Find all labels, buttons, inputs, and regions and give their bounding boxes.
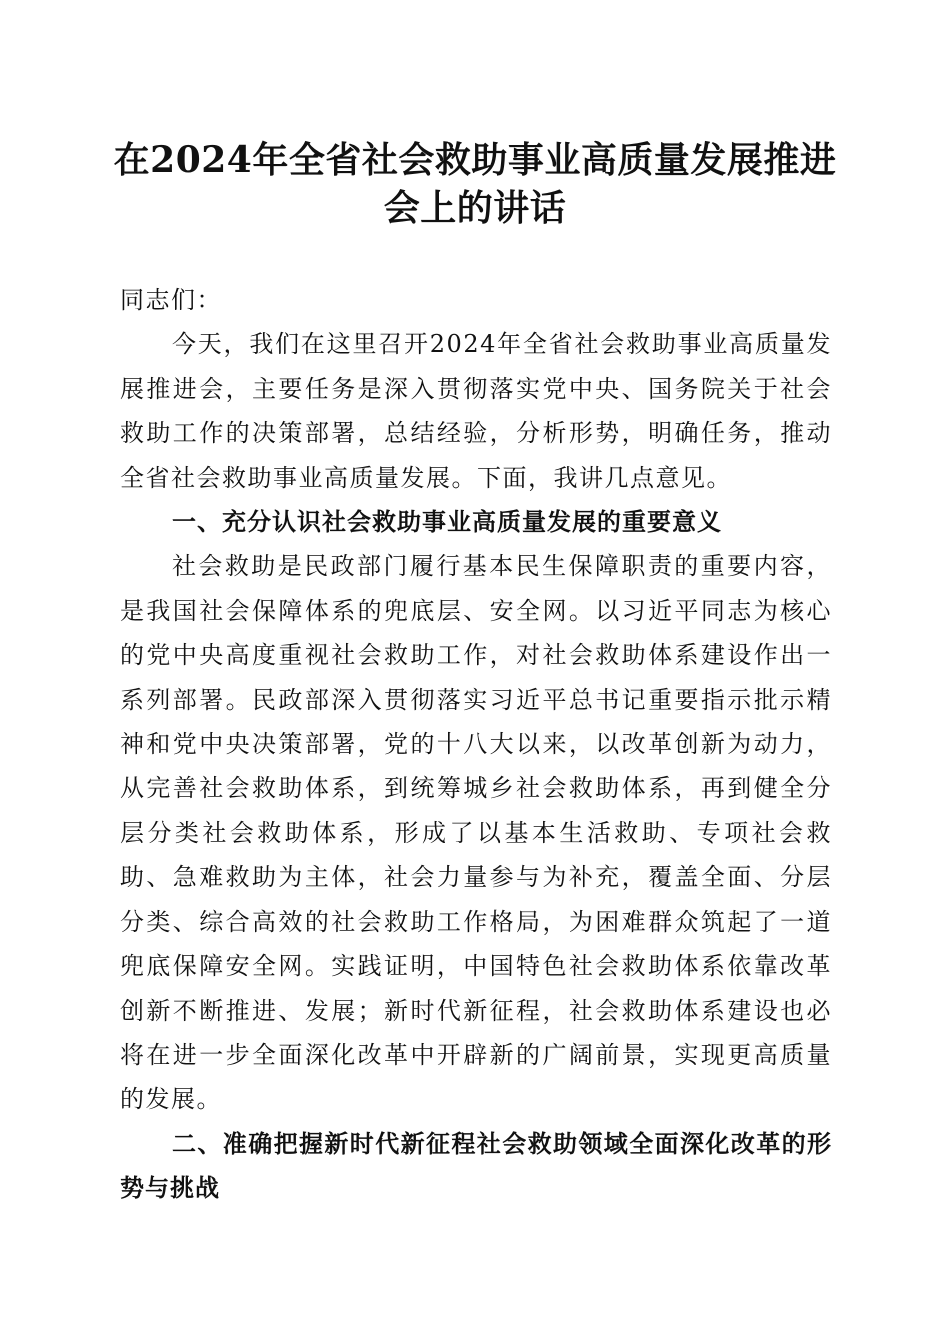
document-body	[120, 278, 832, 1211]
section-2-heading: 二、准确把握新时代新征程社会救助领域全面深化改革的形势与挑战	[120, 1129, 832, 1203]
document-title	[100, 136, 850, 232]
title-line-1: 在2024年全省社会救助事业高质量发展推进	[113, 139, 837, 181]
intro-paragraph: 今天，我们在这里召开2024年全省社会救助事业高质量发展推进会，主要任务是深入贯彻落实党中央、国务院关于社会救助工作的决策部署，总结经验，分析形势，明确任务，推动全省社会救助事业高质量发展。下面，我讲几点意见。	[120, 330, 832, 492]
section-1-paragraph: 社会救助是民政部门履行基本民生保障职责的重要内容，是我国社会保障体系的兜底层、安全网。以习近平同志为核心的党中央高度重视社会救助工作，对社会救助体系建设作出一系列部署。民政部深入贯彻落实习近平总书记重要指示批示精神和党中央决策部署，党的十八大以来，以改革创新为动力，从完善社会救助体系，到统筹城乡社会救助体系，再到健全分层分类社会救助体系，形成了以基本生活救助、专项社会救助、急难救助为主体，社会力量参与为补充，覆盖全面、分层分类、综合高效的社会救助工作格局，为困难群众筑起了一道兜底保障安全网。实践证明，中国特色社会救助体系依靠改革创新不断推进、发展；新时代新征程，社会救助体系建设也必将在进一步全面深化改革中开辟新的广阔前景，实现更高质量的发展。	[120, 552, 832, 1114]
title-line-2: 会上的讲话	[383, 187, 567, 229]
salutation: 同志们：	[120, 286, 222, 314]
section-1-heading: 一、充分认识社会救助事业高质量发展的重要意义	[172, 508, 722, 537]
